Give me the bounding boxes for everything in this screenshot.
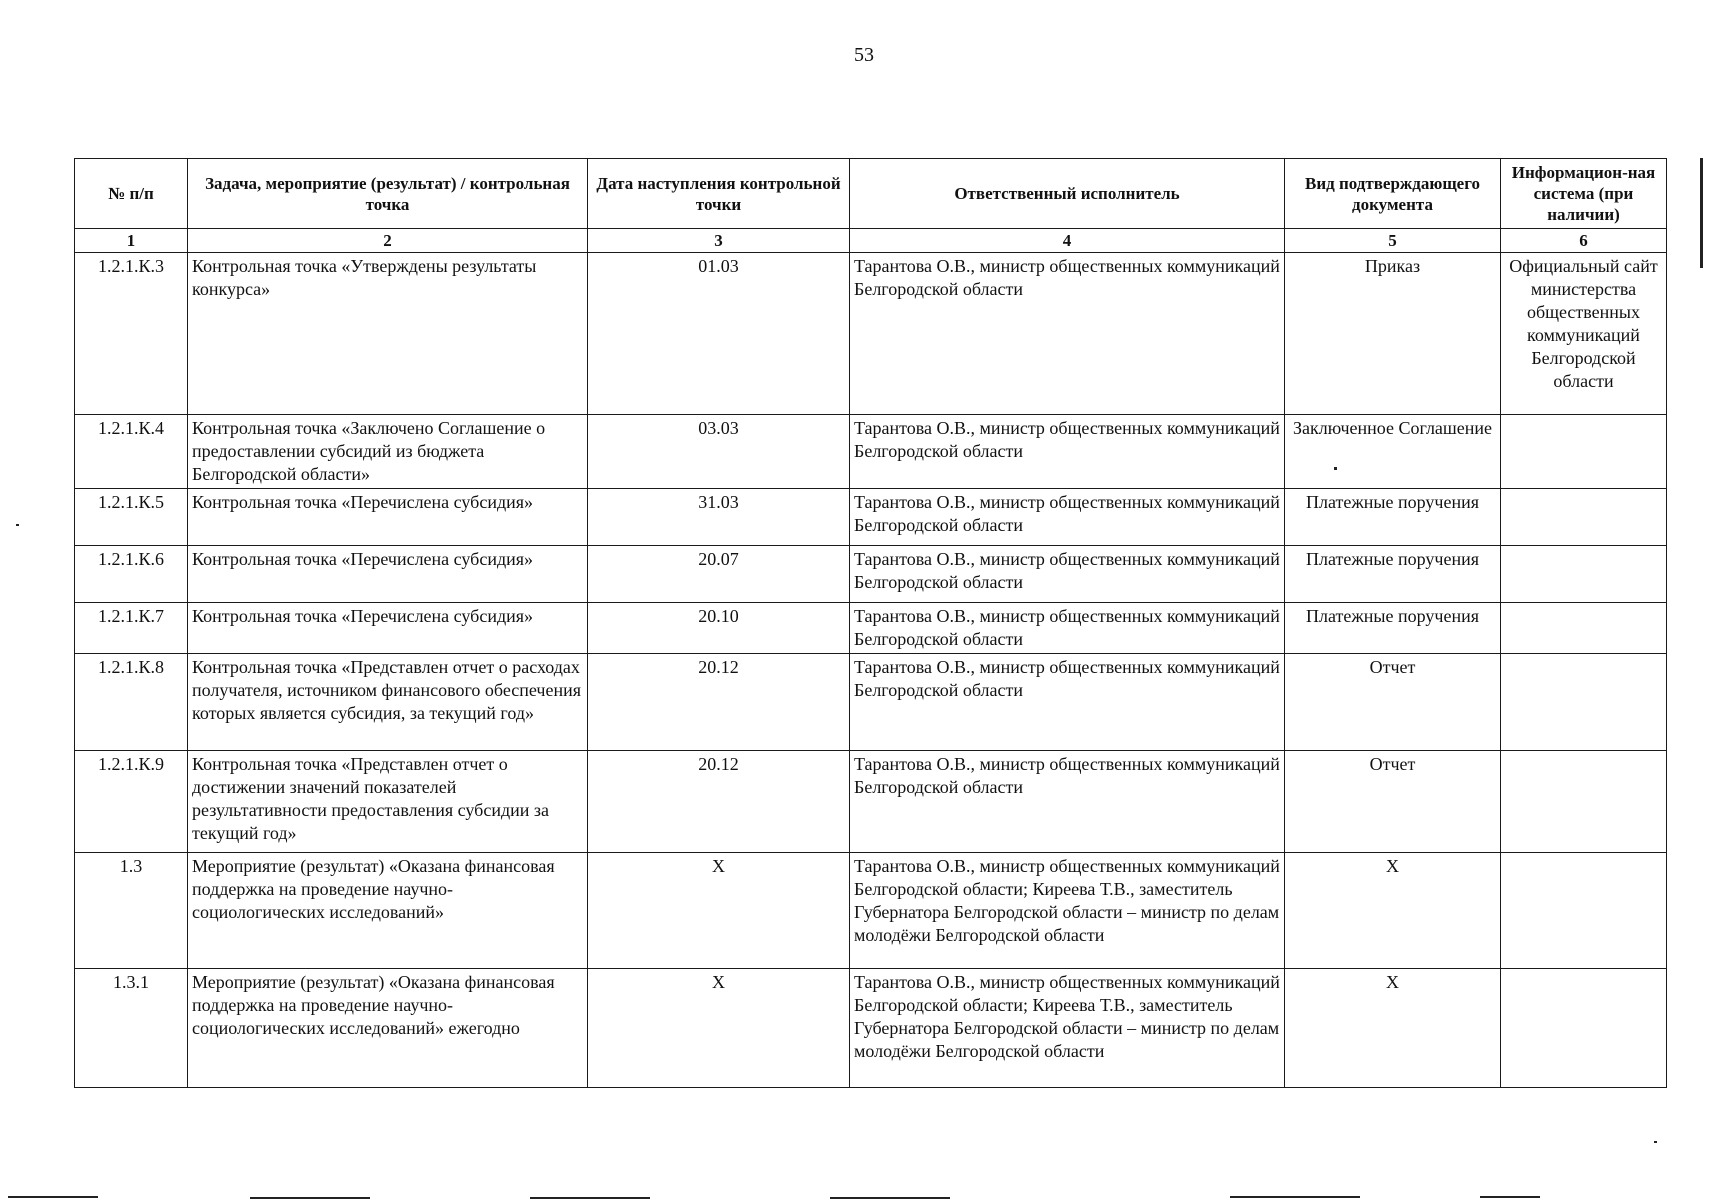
row-executor: Тарантова О.В., министр общественных коммуникаций Белгородской области bbox=[850, 415, 1285, 489]
scan-artifact-line bbox=[1230, 1196, 1360, 1198]
row-executor: Тарантова О.В., министр общественных коммуникаций Белгородской области bbox=[850, 751, 1285, 853]
row-task: Мероприятие (результат) «Оказана финансовая поддержка на проведение научно-социологических исследований» ежегодно bbox=[188, 969, 588, 1088]
row-info-system bbox=[1501, 415, 1667, 489]
row-date: 03.03 bbox=[588, 415, 850, 489]
row-info-system bbox=[1501, 546, 1667, 603]
row-task: Мероприятие (результат) «Оказана финансовая поддержка на проведение научно-социологических исследований» bbox=[188, 853, 588, 969]
row-task: Контрольная точка «Перечислена субсидия» bbox=[188, 489, 588, 546]
row-document: Платежные поручения bbox=[1285, 546, 1501, 603]
row-executor: Тарантова О.В., министр общественных коммуникаций Белгородской области bbox=[850, 603, 1285, 654]
table-row bbox=[75, 969, 1667, 1088]
header-date: Дата наступления контрольной точки bbox=[588, 159, 850, 229]
column-number: 2 bbox=[188, 229, 588, 253]
column-number-row bbox=[75, 229, 1667, 253]
row-number: 1.3.1 bbox=[75, 969, 188, 1088]
table-row bbox=[75, 415, 1667, 489]
row-number: 1.2.1.К.8 bbox=[75, 654, 188, 751]
page-number: 53 bbox=[854, 44, 874, 66]
row-task: Контрольная точка «Заключено Соглашение о предоставлении субсидий из бюджета Белгородской области» bbox=[188, 415, 588, 489]
row-executor: Тарантова О.В., министр общественных коммуникаций Белгородской области bbox=[850, 546, 1285, 603]
row-executor: Тарантова О.В., министр общественных коммуникаций Белгородской области bbox=[850, 654, 1285, 751]
row-date: 31.03 bbox=[588, 489, 850, 546]
scan-artifact-dot bbox=[16, 524, 19, 526]
scan-artifact-line bbox=[1700, 158, 1703, 268]
table-row bbox=[75, 489, 1667, 546]
header-info-system: Информацион-ная система (при наличии) bbox=[1501, 159, 1667, 229]
row-document: X bbox=[1285, 969, 1501, 1088]
row-number: 1.2.1.К.4 bbox=[75, 415, 188, 489]
table-row bbox=[75, 654, 1667, 751]
row-executor: Тарантова О.В., министр общественных коммуникаций Белгородской области; Киреева Т.В., заместитель Губернатора Белгородской области – министр по делам молодёжи Белгородской области bbox=[850, 969, 1285, 1088]
row-info-system bbox=[1501, 654, 1667, 751]
row-date: 20.12 bbox=[588, 751, 850, 853]
row-date: X bbox=[588, 853, 850, 969]
row-info-system bbox=[1501, 969, 1667, 1088]
row-date: 20.10 bbox=[588, 603, 850, 654]
row-document: Отчет bbox=[1285, 751, 1501, 853]
header-task: Задача, мероприятие (результат) / контрольная точка bbox=[188, 159, 588, 229]
table-row bbox=[75, 253, 1667, 415]
row-executor: Тарантова О.В., министр общественных коммуникаций Белгородской области bbox=[850, 253, 1285, 415]
table-row bbox=[75, 603, 1667, 654]
row-executor: Тарантова О.В., министр общественных коммуникаций Белгородской области bbox=[850, 489, 1285, 546]
table-row bbox=[75, 546, 1667, 603]
row-document: Платежные поручения bbox=[1285, 489, 1501, 546]
row-date: 01.03 bbox=[588, 253, 850, 415]
row-task: Контрольная точка «Утверждены результаты конкурса» bbox=[188, 253, 588, 415]
row-info-system: Официальный сайт министерства общественных коммуникаций Белгородской области bbox=[1501, 253, 1667, 415]
row-task: Контрольная точка «Перечислена субсидия» bbox=[188, 603, 588, 654]
row-number: 1.2.1.К.5 bbox=[75, 489, 188, 546]
header-executor: Ответственный исполнитель bbox=[850, 159, 1285, 229]
table-header-row bbox=[75, 159, 1667, 229]
table-row bbox=[75, 853, 1667, 969]
row-number: 1.2.1.К.7 bbox=[75, 603, 188, 654]
row-task: Контрольная точка «Представлен отчет о расходах получателя, источником финансового обеспечения которых является субсидия, за текущий год» bbox=[188, 654, 588, 751]
column-number: 4 bbox=[850, 229, 1285, 253]
row-number: 1.2.1.К.6 bbox=[75, 546, 188, 603]
row-info-system bbox=[1501, 853, 1667, 969]
scan-artifact-line bbox=[250, 1197, 370, 1199]
row-task: Контрольная точка «Перечислена субсидия» bbox=[188, 546, 588, 603]
scan-artifact-line bbox=[1480, 1196, 1540, 1198]
control-points-table bbox=[74, 158, 1667, 1088]
column-number: 6 bbox=[1501, 229, 1667, 253]
row-date: 20.12 bbox=[588, 654, 850, 751]
row-number: 1.2.1.К.9 bbox=[75, 751, 188, 853]
scan-artifact-line bbox=[530, 1197, 650, 1199]
row-document: Заключенное Соглашение bbox=[1285, 415, 1501, 489]
header-document: Вид подтверждающего документа bbox=[1285, 159, 1501, 229]
row-info-system bbox=[1501, 751, 1667, 853]
row-number: 1.2.1.К.3 bbox=[75, 253, 188, 415]
column-number: 1 bbox=[75, 229, 188, 253]
scan-artifact-dot bbox=[1334, 467, 1337, 470]
row-date: X bbox=[588, 969, 850, 1088]
scan-artifact-dot bbox=[1654, 1141, 1657, 1143]
column-number: 3 bbox=[588, 229, 850, 253]
header-num: № п/п bbox=[75, 159, 188, 229]
row-date: 20.07 bbox=[588, 546, 850, 603]
row-task: Контрольная точка «Представлен отчет о достижении значений показателей результативности предоставления субсидии за текущий год» bbox=[188, 751, 588, 853]
column-number: 5 bbox=[1285, 229, 1501, 253]
scan-artifact-line bbox=[830, 1197, 950, 1199]
row-document: X bbox=[1285, 853, 1501, 969]
table-row bbox=[75, 751, 1667, 853]
row-number: 1.3 bbox=[75, 853, 188, 969]
row-info-system bbox=[1501, 489, 1667, 546]
row-info-system bbox=[1501, 603, 1667, 654]
row-executor: Тарантова О.В., министр общественных коммуникаций Белгородской области; Киреева Т.В., заместитель Губернатора Белгородской области – министр по делам молодёжи Белгородской области bbox=[850, 853, 1285, 969]
row-document: Отчет bbox=[1285, 654, 1501, 751]
scan-artifact-line bbox=[8, 1196, 98, 1198]
row-document: Платежные поручения bbox=[1285, 603, 1501, 654]
row-document: Приказ bbox=[1285, 253, 1501, 415]
